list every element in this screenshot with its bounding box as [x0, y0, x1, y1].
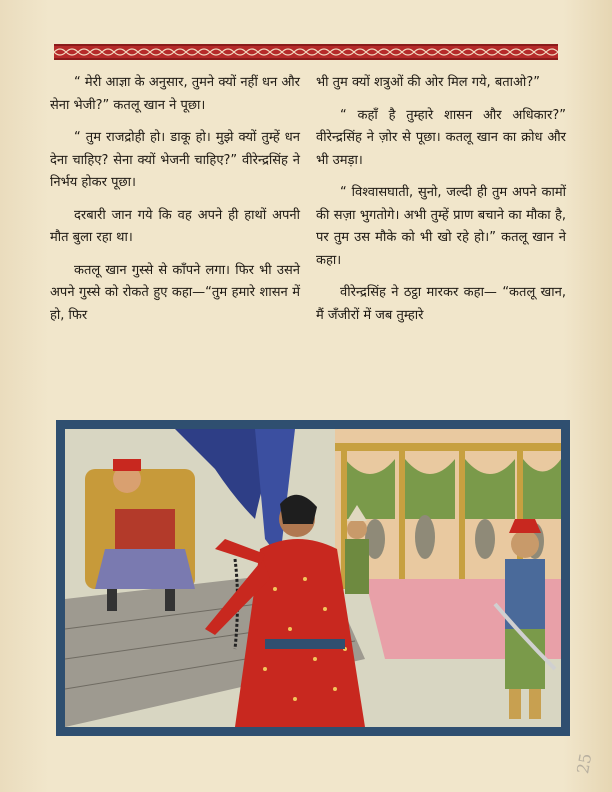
paragraph: “ तुम राजद्रोही हो। डाकू हो। मुझे क्यों तुम्हें धन देना चाहिए? सेना क्यों भेजनी चाहिए?” वीरेन्द्रसिंह ने निर्भय होकर पूछा।	[50, 130, 300, 190]
paragraph: “ मेरी आज्ञा के अनुसार, तुमने क्यों नहीं धन और सेना भेजी?” कतलू खान ने पूछा।	[50, 75, 300, 113]
paragraph: दरबारी जान गये कि वह अपने ही हाथों अपनी मौत बुला रहा था।	[50, 207, 300, 245]
right-column	[316, 72, 566, 337]
page-number: 25	[573, 751, 596, 776]
paragraph: “ कहाँ है तुम्हारे शासन और अधिकार?” वीरेन्द्रसिंह ने ज़ोर से पूछा। कतलू खान का क्रोध और भी उमड़ा।	[316, 107, 566, 168]
decorative-border	[54, 44, 558, 60]
paragraph: भी तुम क्यों शत्रुओं की ओर मिल गये, बताओ?”	[316, 75, 540, 90]
paragraph: कतलू खान गुस्से से काँपने लगा। फिर भी उसने अपने गुस्से को रोकते हुए कहा—“तुम हमारे शासन में हो, फिर	[50, 262, 300, 323]
left-column	[50, 72, 300, 337]
court-scene-illustration	[56, 420, 570, 736]
text-columns	[50, 72, 566, 337]
paragraph: वीरेन्द्रसिंह ने ठट्ठा मारकर कहा— “कतलू खान, मैं जँजीरों में जब तुम्हारे	[316, 285, 566, 323]
paragraph: “ विश्वासघाती, सुनो, जल्दी ही तुम अपने कामों की सज़ा भुगतोगे। अभी तुम्हें प्राण बचाने का मौका है, पर तुम उस मौके को भी खो रहे हो।” कतलू खान ने कहा।	[316, 185, 566, 268]
